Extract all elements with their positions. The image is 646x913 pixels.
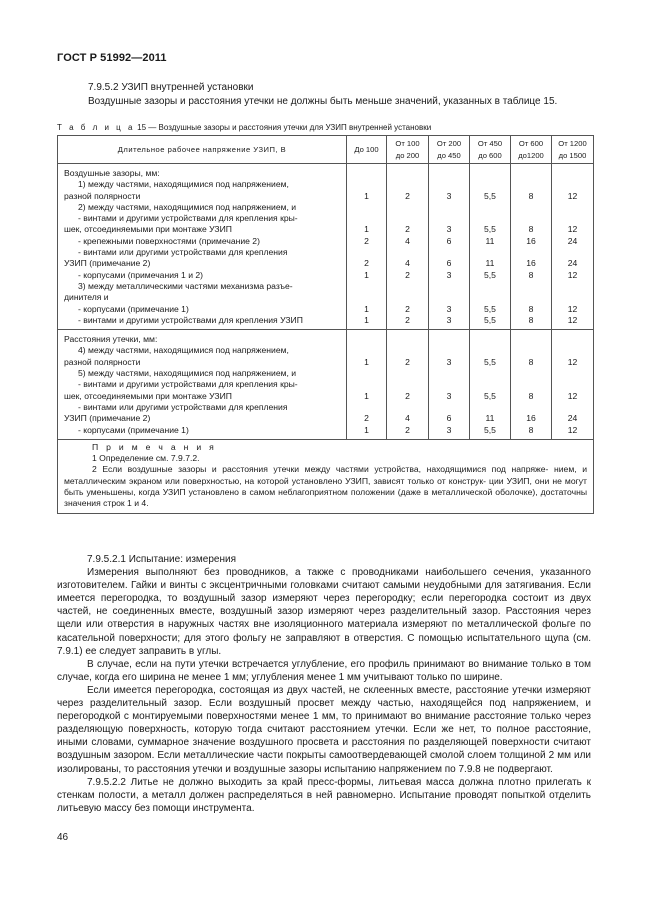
- cell-value: [552, 402, 593, 413]
- cell-value: 12: [567, 303, 578, 314]
- cell-value: [347, 334, 386, 345]
- row-label: - крепежными поверхностями (примечание 2): [78, 235, 260, 246]
- cell-value: 16: [526, 413, 536, 424]
- table-notes-row: [58, 439, 594, 513]
- cell-value: 6: [446, 258, 452, 269]
- cell-value: [470, 402, 510, 413]
- cell-value: 1: [364, 424, 369, 435]
- notes-title: П р и м е ч а н и я: [92, 441, 217, 452]
- cell-value: 8: [528, 314, 534, 325]
- cell-value: [552, 292, 593, 303]
- paragraph-measurements: Измерения выполняют без проводников, а также с проводниками наибольшего сечения, указанного изготовителем. Гайки и винты с эксцентричными головками считают самыми неудобными для затягивания. Если имеется перегородка, то воздушный зазор измеряют через перегородку; если перегородка состоит из двух частей, не соединенных вместе, воздушный зазор измеряют через разделительный зазор. Расстояния через щели или отверстия в наружных частях вне изоляционного материала измеряют по металлической фольге по касательной поверхности; для этого фольгу не заправляют в отверстия. С помощью испытательного щупа (см. 7.9.1) ее следует заправить в углы.: [57, 567, 591, 657]
- cell-value: 12: [567, 356, 578, 367]
- block1-col-6: [552, 164, 594, 330]
- table-caption-rest: 15 — Воздушные зазоры и расстояния утечки для УЗИП внутренней установки: [137, 123, 432, 132]
- cell-value: [470, 334, 510, 345]
- table-caption-word: Т а б л и ц а: [57, 123, 135, 132]
- cell-value: [511, 213, 551, 224]
- cell-value: [552, 334, 593, 345]
- cell-value: 11: [485, 258, 495, 269]
- cell-value: [552, 345, 593, 356]
- note-1: 1 Определение см. 7.9.7.2.: [92, 453, 200, 464]
- cell-value: 4: [405, 235, 410, 246]
- cell-value: 24: [567, 258, 578, 269]
- cell-value: 1: [364, 303, 369, 314]
- cell-value: [387, 379, 428, 390]
- row-label: 3) между металлическими частями механизма разъе-: [78, 280, 293, 291]
- cell-value: [429, 168, 469, 179]
- cell-value: [429, 334, 469, 345]
- block2-col-3: [429, 330, 470, 440]
- cell-value: 3: [446, 424, 452, 435]
- cell-value: 5,5: [484, 224, 496, 235]
- cell-value: 2: [364, 258, 369, 269]
- paragraph-test-title: 7.9.5.2.1 Испытание: измерения: [87, 554, 236, 565]
- cell-value: [387, 213, 428, 224]
- cell-value: [429, 292, 469, 303]
- cell-value: 3: [446, 224, 452, 235]
- cell-value: 12: [567, 424, 578, 435]
- cell-value: 11: [485, 235, 495, 246]
- cell-value: 8: [528, 356, 534, 367]
- table-caption: [57, 123, 431, 133]
- cell-value: [511, 179, 551, 190]
- cell-value: [347, 168, 386, 179]
- cell-value: 4: [405, 258, 410, 269]
- cell-value: [552, 168, 593, 179]
- cell-value: 2: [405, 224, 410, 235]
- cell-value: [470, 368, 510, 379]
- cell-value: [347, 179, 386, 190]
- cell-value: 2: [405, 356, 410, 367]
- cell-value: [511, 345, 551, 356]
- cell-value: [387, 368, 428, 379]
- cell-value: 2: [405, 424, 410, 435]
- cell-value: 2: [364, 413, 369, 424]
- cell-value: [347, 281, 386, 292]
- row-label: Воздушные зазоры, мм:: [64, 168, 160, 178]
- cell-value: 5,5: [484, 269, 496, 280]
- cell-value: 8: [528, 224, 534, 235]
- cell-value: 8: [528, 269, 534, 280]
- cell-value: 11: [485, 413, 495, 424]
- cell-value: 3: [446, 190, 452, 201]
- cell-value: 5,5: [484, 314, 496, 325]
- cell-value: [429, 379, 469, 390]
- cell-value: 3: [446, 390, 452, 401]
- row-label: 5) между частями, находящимися под напряжением, и: [78, 368, 297, 379]
- cell-value: 1: [364, 390, 369, 401]
- cell-value: [511, 334, 551, 345]
- cell-value: 5,5: [484, 424, 496, 435]
- cell-value: [552, 202, 593, 213]
- table-block-creepage: [58, 330, 594, 440]
- row-label: - корпусами (примечания 1 и 2): [78, 269, 204, 280]
- row-label: - винтами и другими устройствами для крепления кры-: [78, 213, 298, 224]
- cell-value: 1: [364, 356, 369, 367]
- row-label: - корпусами (примечание 1): [78, 424, 189, 435]
- row-label: шек, отсоединяемыми при монтаже УЗИП: [64, 224, 232, 235]
- cell-value: [470, 213, 510, 224]
- cell-value: [347, 379, 386, 390]
- table-block-air-clearances: [58, 164, 594, 330]
- header-col-1: До 100: [347, 136, 387, 164]
- row-label: 2) между частями, находящимися под напряжением, и: [78, 201, 297, 212]
- body-text: [57, 553, 591, 815]
- cell-value: 24: [567, 413, 578, 424]
- cell-value: [347, 345, 386, 356]
- row-label: - винтами или другими устройствами для крепления: [78, 247, 288, 258]
- cell-value: [552, 368, 593, 379]
- cell-value: [347, 247, 386, 258]
- cell-value: [552, 281, 593, 292]
- cell-value: [347, 368, 386, 379]
- block1-col-3: [429, 164, 470, 330]
- cell-value: [511, 281, 551, 292]
- cell-value: 3: [446, 269, 452, 280]
- cell-value: [387, 345, 428, 356]
- cell-value: 1: [364, 190, 369, 201]
- cell-value: [429, 281, 469, 292]
- row-label: шек, отсоединяемыми при монтаже УЗИП: [64, 390, 232, 401]
- cell-value: [347, 402, 386, 413]
- cell-value: 12: [567, 190, 578, 201]
- row-label: разной полярности: [64, 356, 141, 367]
- cell-value: [347, 213, 386, 224]
- block2-col-4: [470, 330, 511, 440]
- cell-value: 2: [405, 390, 410, 401]
- cell-value: [552, 247, 593, 258]
- header-voltage: Длительное рабочее напряжение УЗИП, В: [58, 136, 347, 164]
- cell-value: 16: [526, 258, 536, 269]
- cell-value: 12: [567, 390, 578, 401]
- cell-value: [470, 292, 510, 303]
- cell-value: 1: [364, 224, 369, 235]
- cell-value: [470, 281, 510, 292]
- cell-value: 8: [528, 303, 534, 314]
- table-notes: [58, 439, 594, 513]
- row-label: УЗИП (примечание 2): [64, 258, 151, 269]
- cell-value: [552, 379, 593, 390]
- row-label: - винтами и другими устройствами для крепления УЗИП: [78, 314, 303, 325]
- cell-value: [429, 368, 469, 379]
- cell-value: [347, 202, 386, 213]
- cell-value: 8: [528, 190, 534, 201]
- cell-value: [470, 379, 510, 390]
- row-label: Расстояния утечки, мм:: [64, 334, 158, 345]
- cell-value: [552, 213, 593, 224]
- header-col-2: От 100 до 200: [387, 136, 429, 164]
- block1-col-1: [347, 164, 387, 330]
- cell-value: 2: [405, 314, 410, 325]
- block2-col-2: [387, 330, 429, 440]
- cell-value: [470, 168, 510, 179]
- page-number: 46: [57, 832, 69, 843]
- cell-value: 3: [446, 303, 452, 314]
- cell-value: 8: [528, 390, 534, 401]
- row-label: 1) между частями, находящимися под напряжением,: [78, 179, 289, 190]
- cell-value: 2: [405, 269, 410, 280]
- block1-col-5: [511, 164, 552, 330]
- cell-value: 5,5: [484, 356, 496, 367]
- block2-col-6: [552, 330, 594, 440]
- section-title: 7.9.5.2 УЗИП внутренней установки: [88, 82, 254, 93]
- cell-value: [429, 213, 469, 224]
- cell-value: [387, 334, 428, 345]
- row-label: 4) между частями, находящимися под напряжением,: [78, 345, 289, 356]
- block2-labels: [58, 330, 347, 440]
- header-col-4: От 450 до 600: [470, 136, 511, 164]
- cell-value: [387, 402, 428, 413]
- paragraph-groove: В случае, если на пути утечки встречается углубление, его профиль принимают во внимание только в том случае, когда его ширина не менее 1 мм; углубления менее 1 мм учитывают только по ширине.: [57, 658, 591, 683]
- row-label: разной полярности: [64, 190, 141, 201]
- cell-value: 5,5: [484, 303, 496, 314]
- row-label: УЗИП (примечание 2): [64, 413, 151, 424]
- table-header-row: [58, 136, 594, 164]
- cell-value: [429, 179, 469, 190]
- cell-value: 4: [405, 413, 410, 424]
- cell-value: [470, 202, 510, 213]
- cell-value: [429, 345, 469, 356]
- cell-value: [470, 179, 510, 190]
- paragraph-partition: Если имеется перегородка, состоящая из двух частей, не склеенных вместе, расстояние утечки измеряют через разделительный зазор. Если воздушный просвет между частью, находящейся под напряжением, и перегородкой с монтируемыми поверхностями менее 1 мм, то принимают во внимание расстояние только через разделяющую поверхность, которую тогда считают расстоянием утечки. Если же нет, то полное расстояние, иными словами, суммарное значение воздушного просвета и расстояния по разделяющей поверхности считают воздушным зазором. Если металлические части покрыты самоотвердевающей смолой слоем толщиной 2 мм или изолированы, то расстояния утечки и воздушные зазоры испытанию напряжением по 7.9.8 не подвергают.: [57, 684, 591, 775]
- cell-value: [511, 379, 551, 390]
- block1-labels: [58, 164, 347, 330]
- cell-value: [387, 179, 428, 190]
- cell-value: [511, 168, 551, 179]
- cell-value: [387, 202, 428, 213]
- cell-value: 3: [446, 356, 452, 367]
- cell-value: [387, 292, 428, 303]
- header-col-5: От 600 до1200: [511, 136, 552, 164]
- cell-value: [470, 345, 510, 356]
- header-col-3: От 200 до 450: [429, 136, 470, 164]
- cell-value: [511, 247, 551, 258]
- row-label: - винтами и другими устройствами для крепления кры-: [78, 379, 298, 390]
- cell-value: [429, 247, 469, 258]
- cell-value: [429, 202, 469, 213]
- cell-value: 5,5: [484, 190, 496, 201]
- block1-col-2: [387, 164, 429, 330]
- cell-value: 5,5: [484, 390, 496, 401]
- header-col-6: От 1200 до 1500: [552, 136, 594, 164]
- cell-value: [429, 402, 469, 413]
- cell-value: 12: [567, 224, 578, 235]
- block2-col-1: [347, 330, 387, 440]
- cell-value: 1: [364, 269, 369, 280]
- cell-value: 16: [526, 235, 536, 246]
- cell-value: 12: [567, 269, 578, 280]
- cell-value: [511, 292, 551, 303]
- cell-value: [347, 292, 386, 303]
- cell-value: [387, 168, 428, 179]
- cell-value: [511, 368, 551, 379]
- cell-value: [387, 281, 428, 292]
- cell-value: 2: [405, 190, 410, 201]
- cell-value: 1: [364, 314, 369, 325]
- cell-value: 12: [567, 314, 578, 325]
- block1-col-4: [470, 164, 511, 330]
- cell-value: [511, 402, 551, 413]
- cell-value: [552, 179, 593, 190]
- section-text: Воздушные зазоры и расстояния утечки не должны быть меньше значений, указанных в таблице 15.: [88, 96, 558, 107]
- cell-value: [470, 247, 510, 258]
- document-header: ГОСТ Р 51992—2011: [57, 52, 167, 64]
- row-label: - корпусами (примечание 1): [78, 303, 189, 314]
- cell-value: 6: [446, 235, 452, 246]
- clearance-table: [57, 135, 594, 514]
- cell-value: [387, 247, 428, 258]
- cell-value: 2: [364, 235, 369, 246]
- cell-value: [511, 202, 551, 213]
- row-label: динителя и: [64, 292, 109, 303]
- row-label: - винтами или другими устройствами для крепления: [78, 401, 288, 412]
- block2-col-5: [511, 330, 552, 440]
- cell-value: 6: [446, 413, 452, 424]
- cell-value: 8: [528, 424, 534, 435]
- paragraph-casting: 7.9.5.2.2 Литье не должно выходить за край пресс-формы, литьевая масса должна плотно прилегать к стенкам полости, а металл должен распределяться в ней равномерно. Испытание проводят попыткой отделить литьевую массу без помощи инструмента.: [57, 776, 591, 814]
- cell-value: 24: [567, 235, 578, 246]
- cell-value: 3: [446, 314, 452, 325]
- note-2: 2 Если воздушные зазоры и расстояния утечки между частями устройства, находящимися под напряже- нием, и металлическим экраном или поверхностью, на которой установлено УЗИП, зависят только от конструк- ции УЗИП, они не могут быть уменьшены, когда УЗИП установлено в самом неблагоприятном положении (даже в металлической оболочке), достаточны значения строк 1 и 4.: [64, 464, 587, 509]
- cell-value: 2: [405, 303, 410, 314]
